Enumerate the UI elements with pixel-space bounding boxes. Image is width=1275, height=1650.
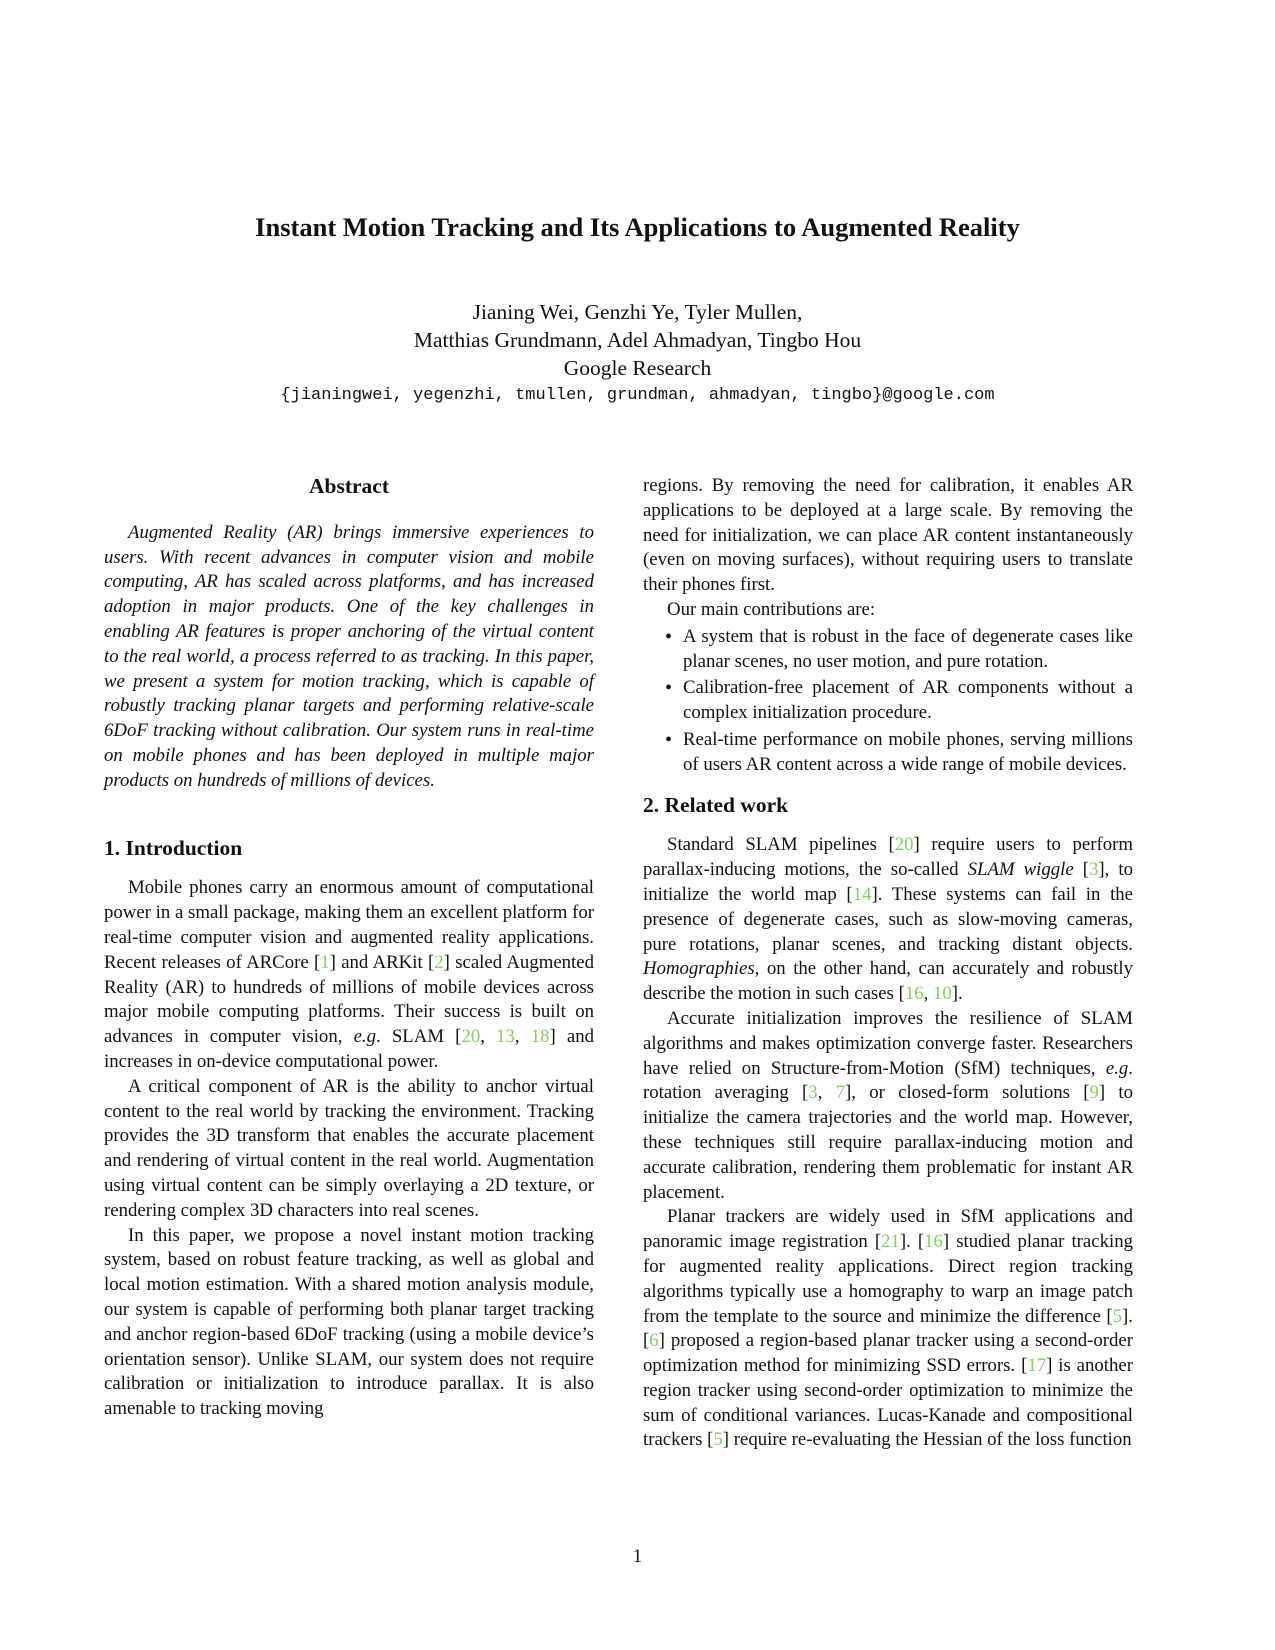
abstract-text: Augmented Reality (AR) brings immersive experiences to users. With recent advances in computer vision and mobile computing, AR has scaled across platforms, and has increased adoption in major products. One of the key challenges in enabling AR features is proper anchoring of the virtual content to the real world, a process referred to as tracking. In this paper, we present a system for motion tracking, which is capable of robustly tracking planar targets and performing relative-scale 6DoF tracking without calibration. Our system runs in real-time on mobile phones and has been deployed in multiple major products on hundreds of millions of devices. <box>104 521 594 791</box>
citation-link[interactable]: 5 <box>1112 1305 1123 1327</box>
citation-link[interactable]: 2 <box>434 951 444 973</box>
citation-link[interactable]: 16 <box>904 983 924 1005</box>
citation-link[interactable]: 10 <box>933 983 952 1005</box>
contribution-item: • Real-time performance on mobile phones, serving millions of users AR content across a wide range of mobile devices. <box>643 728 1133 778</box>
page-number: 1 <box>632 1546 643 1567</box>
intro-paragraph-3-continued: regions. By removing the need for calibration, it enables AR applications to be deployed at a large scale. By removing the need for initialization, we can place AR content instantaneously (even on moving surfaces), without requiring users to translate their phones first. <box>643 475 1133 596</box>
citation-link[interactable]: 17 <box>1027 1355 1047 1377</box>
right-column <box>643 474 1133 1453</box>
citation-link[interactable]: 14 <box>852 883 872 905</box>
intro-paragraph-1: Mobile phones carry an enormous amount of computational power in a small package, making them an excellent platform for real-time computer vision and augmented reality applications. Recent releases of ARCore [1] and ARKit [2] scaled Augmented Reality (AR) to hundreds of millions of mobile devices across major mobile computing platforms. Their success is built on advances in computer vision, e.g. SLAM [20, 13, 18] and increases in on-device computational power. <box>104 877 594 1072</box>
citation-link[interactable]: 9 <box>1089 1082 1099 1104</box>
citation-link[interactable]: 20 <box>894 834 914 856</box>
citation-link[interactable]: 21 <box>881 1231 900 1253</box>
author-line-2: Matthias Grundmann, Adel Ahmadyan, Tingbo Hou <box>413 328 862 352</box>
citation-link[interactable]: 13 <box>496 1026 515 1048</box>
citation-link[interactable]: 20 <box>461 1026 481 1048</box>
related-paragraph-1: Standard SLAM pipelines [20] require users to perform parallax-inducing motions, the so-called SLAM wiggle [3], to initialize the world map [14]. These systems can fail in the presence of degenerate cases, such as slow-moving cameras, pure rotations, planar scenes, and tracking distant objects. Homographies, on the other hand, can accurately and robustly describe the motion in such cases [16, 10]. <box>643 834 1134 1005</box>
intro-paragraph-3: In this paper, we propose a novel instant motion tracking system, based on robust feature tracking, as well as global and local motion estimation. With a shared motion analysis module, our system is capable of performing both planar target tracking and anchor region-based 6DoF tracking (using a mobile device’s orientation sensor). Unlike SLAM, our system does not require calibration or initialization to introduce parallax. It is also amenable to tracking moving <box>104 1224 594 1420</box>
author-line-1: Jianing Wei, Genzhi Ye, Tyler Mullen, <box>472 300 803 324</box>
citation-link[interactable]: 3 <box>1089 859 1099 881</box>
citation-link[interactable]: 3 <box>808 1082 818 1104</box>
intro-paragraph-2: A critical component of AR is the ability to anchor virtual content to the real world by tracking the environment. Tracking provides the 3D transform that enables the accurate placement and rendering of virtual content in the real world. Augmentation using virtual content can be simply overlaying a 2D texture, or rendering complex 3D characters into real scenes. <box>104 1075 594 1221</box>
citation-link[interactable]: 1 <box>320 951 330 973</box>
author-block <box>0 298 1275 410</box>
author-emails: {jianingwei, yegenzhi, tmullen, grundman, ahmadyan, tingbo}@google.com <box>280 386 995 405</box>
introduction-heading: 1. Introduction <box>104 835 243 860</box>
citation-link[interactable]: 18 <box>530 1026 550 1048</box>
contributions-lead: Our main contributions are: <box>667 598 876 620</box>
left-column <box>104 474 594 1422</box>
affiliation: Google Research <box>563 356 712 380</box>
citation-link[interactable]: 16 <box>924 1231 943 1253</box>
contribution-item: • Calibration-free placement of AR components without a complex initialization procedure. <box>643 676 1133 726</box>
paper-title: Instant Motion Tracking and Its Applications to Augmented Reality <box>255 212 1020 242</box>
related-work-heading: 2. Related work <box>643 792 789 817</box>
citation-link[interactable]: 7 <box>835 1082 845 1104</box>
citation-link[interactable]: 6 <box>649 1330 659 1352</box>
citation-link[interactable]: 5 <box>713 1429 723 1451</box>
abstract-heading: Abstract <box>308 474 389 498</box>
contribution-item: • A system that is robust in the face of degenerate cases like planar scenes, no user motion, and pure rotation. <box>643 625 1133 675</box>
related-paragraph-2: Accurate initialization improves the resilience of SLAM algorithms and makes optimization converge faster. Researchers have relied on Structure-from-Motion (SfM) techniques, e.g. rotation averaging [3, 7], or closed-form solutions [9] to initialize the camera trajectories and the world map. However, these techniques still require parallax-inducing motion and accurate calibration, rendering them problematic for instant AR placement. <box>643 1007 1134 1203</box>
contributions-list <box>643 625 1133 778</box>
related-paragraph-3: Planar trackers are widely used in SfM applications and panoramic image registration [21]. [16] studied planar tracking for augmented reality applications. Direct region tracking algorithms typically use a homography to warp an image patch from the template to the source and minimize the difference [5]. [6] proposed a region-based planar tracker using a second-order optimization method for minimizing SSD errors. [17] is another region tracker using second-order optimization to minimize the sum of conditional variances. Lucas-Kanade and compositional trackers [5] require re-evaluating the Hessian of the loss function <box>643 1206 1133 1451</box>
